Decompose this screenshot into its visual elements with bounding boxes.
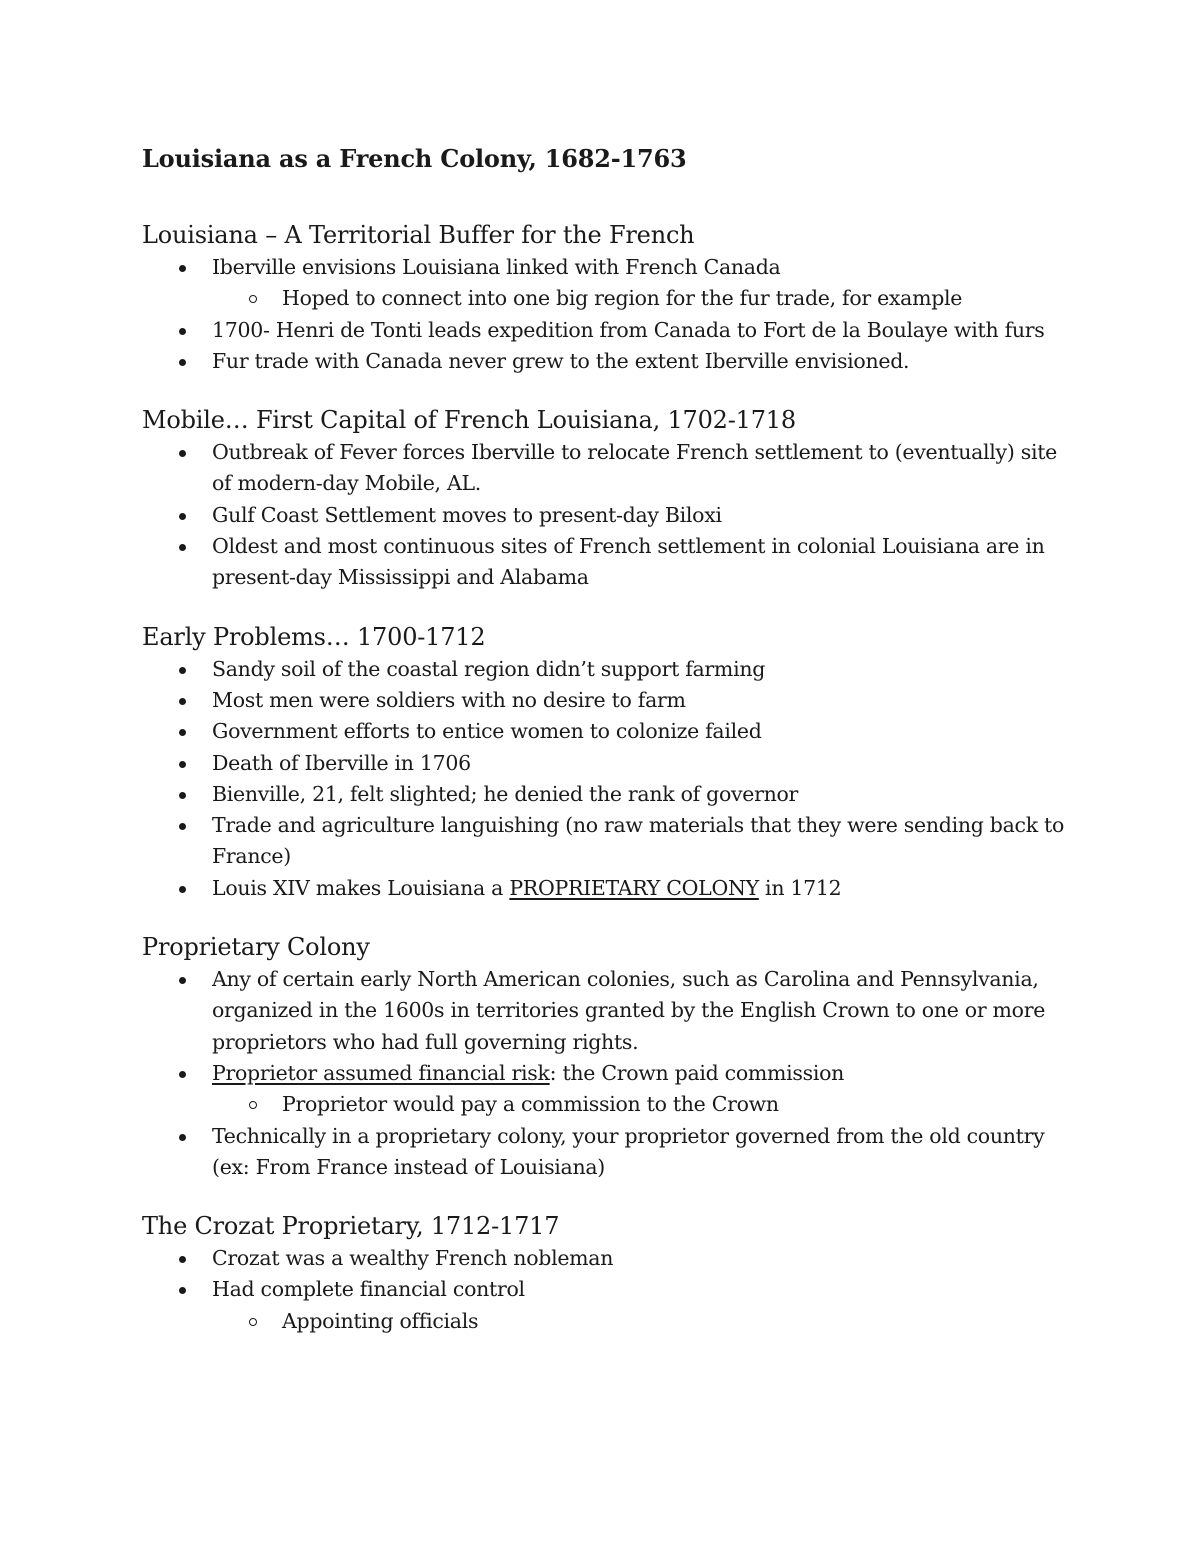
sub-bullet-text: Appointing officials — [282, 1308, 479, 1333]
bullet-text: Sandy soil of the coastal region didn’t support farming — [212, 656, 766, 681]
section-heading: Mobile… First Capital of French Louisiana, 1702-1718 — [142, 406, 796, 435]
section-territorial-buffer — [142, 218, 1082, 377]
bullet-list — [142, 1243, 1082, 1337]
bullet-list — [142, 654, 1082, 904]
bullet-text: Outbreak of Fever forces Iberville to relocate French settlement to (eventually) site of modern-day Mobile, AL. — [212, 440, 1057, 496]
sub-bullet-text: Hoped to connect into one big region for the fur trade, for example — [282, 286, 963, 311]
sub-bullet-text: Proprietor would pay a commission to the Crown — [282, 1092, 779, 1117]
bullet-item — [142, 252, 1082, 315]
bullet-item — [142, 531, 1082, 594]
bullet-item — [142, 437, 1082, 500]
section-mobile-capital — [142, 403, 1082, 593]
bullet-item — [142, 500, 1082, 531]
bullet-list — [142, 437, 1082, 593]
sub-bullet-item — [142, 1306, 1082, 1337]
sub-bullet-list — [212, 1089, 1082, 1120]
bullet-text-post: in 1712 — [758, 875, 842, 900]
bullet-item — [142, 779, 1082, 810]
bullet-text: Gulf Coast Settlement moves to present-day Biloxi — [212, 502, 722, 527]
bullet-text: Technically in a proprietary colony, your proprietor governed from the old country (ex: From France instead of Louisiana) — [212, 1123, 1045, 1179]
bullet-text: Death of Iberville in 1706 — [212, 750, 471, 775]
bullet-item — [142, 1274, 1082, 1337]
bullet-item — [142, 964, 1082, 1058]
bullet-item — [142, 1121, 1082, 1184]
bullet-text: Most men were soldiers with no desire to farm — [212, 687, 686, 712]
section-heading: The Crozat Proprietary, 1712-1717 — [142, 1212, 560, 1241]
bullet-text: Bienville, 21, felt slighted; he denied the rank of governor — [212, 781, 799, 806]
section-crozat-proprietary — [142, 1209, 1082, 1337]
underlined-term: Proprietor assumed financial risk — [212, 1060, 550, 1085]
section-early-problems — [142, 620, 1082, 904]
bullet-list — [142, 252, 1082, 377]
document-title: Louisiana as a French Colony, 1682-1763 — [142, 144, 687, 173]
bullet-item — [142, 748, 1082, 779]
section-heading: Early Problems… 1700-1712 — [142, 622, 486, 651]
bullet-item — [142, 810, 1082, 873]
bullet-text: Iberville envisions Louisiana linked with French Canada — [212, 255, 781, 279]
bullet-text: Crozat was a wealthy French nobleman — [212, 1246, 614, 1271]
bullet-text: Government efforts to entice women to colonize failed — [212, 719, 762, 744]
bullet-text-pre: Louis XIV makes Louisiana a — [212, 875, 510, 900]
bullet-text: Any of certain early North American colonies, such as Carolina and Pennsylvania, organized in the 1600s in territories granted by the English Crown to one or more proprietors who had full governing rights. — [212, 967, 1046, 1054]
bullet-text: Oldest and most continuous sites of French settlement in colonial Louisiana are in present-day Mississippi and Alabama — [212, 534, 1045, 590]
bullet-text: Trade and agriculture languishing (no raw materials that they were sending back to France) — [212, 813, 1065, 869]
bullet-item — [142, 716, 1082, 747]
sub-bullet-list — [212, 283, 1082, 314]
bullet-item — [142, 1243, 1082, 1274]
section-heading: Louisiana – A Territorial Buffer for the French — [142, 221, 695, 249]
sub-bullet-list — [212, 1306, 1082, 1337]
bullet-item — [142, 873, 1082, 904]
underlined-term: PROPRIETARY COLONY — [509, 875, 759, 900]
bullet-text: Fur trade with Canada never grew to the extent Iberville envisioned. — [212, 348, 910, 373]
bullet-text: 1700- Henri de Tonti leads expedition from Canada to Fort de la Boulaye with furs — [212, 317, 1045, 342]
bullet-text-post: : the Crown paid commission — [549, 1060, 845, 1085]
bullet-item — [142, 1058, 1082, 1121]
bullet-item — [142, 654, 1082, 685]
section-proprietary-colony — [142, 930, 1082, 1183]
bullet-text: Had complete financial control — [212, 1277, 525, 1302]
sub-bullet-item — [142, 283, 1082, 314]
bullet-item — [142, 685, 1082, 716]
sub-bullet-item — [142, 1089, 1082, 1120]
bullet-list — [142, 964, 1082, 1183]
document-page — [142, 140, 1082, 1363]
bullet-item — [142, 315, 1082, 346]
bullet-item — [142, 346, 1082, 377]
section-heading: Proprietary Colony — [142, 933, 370, 962]
